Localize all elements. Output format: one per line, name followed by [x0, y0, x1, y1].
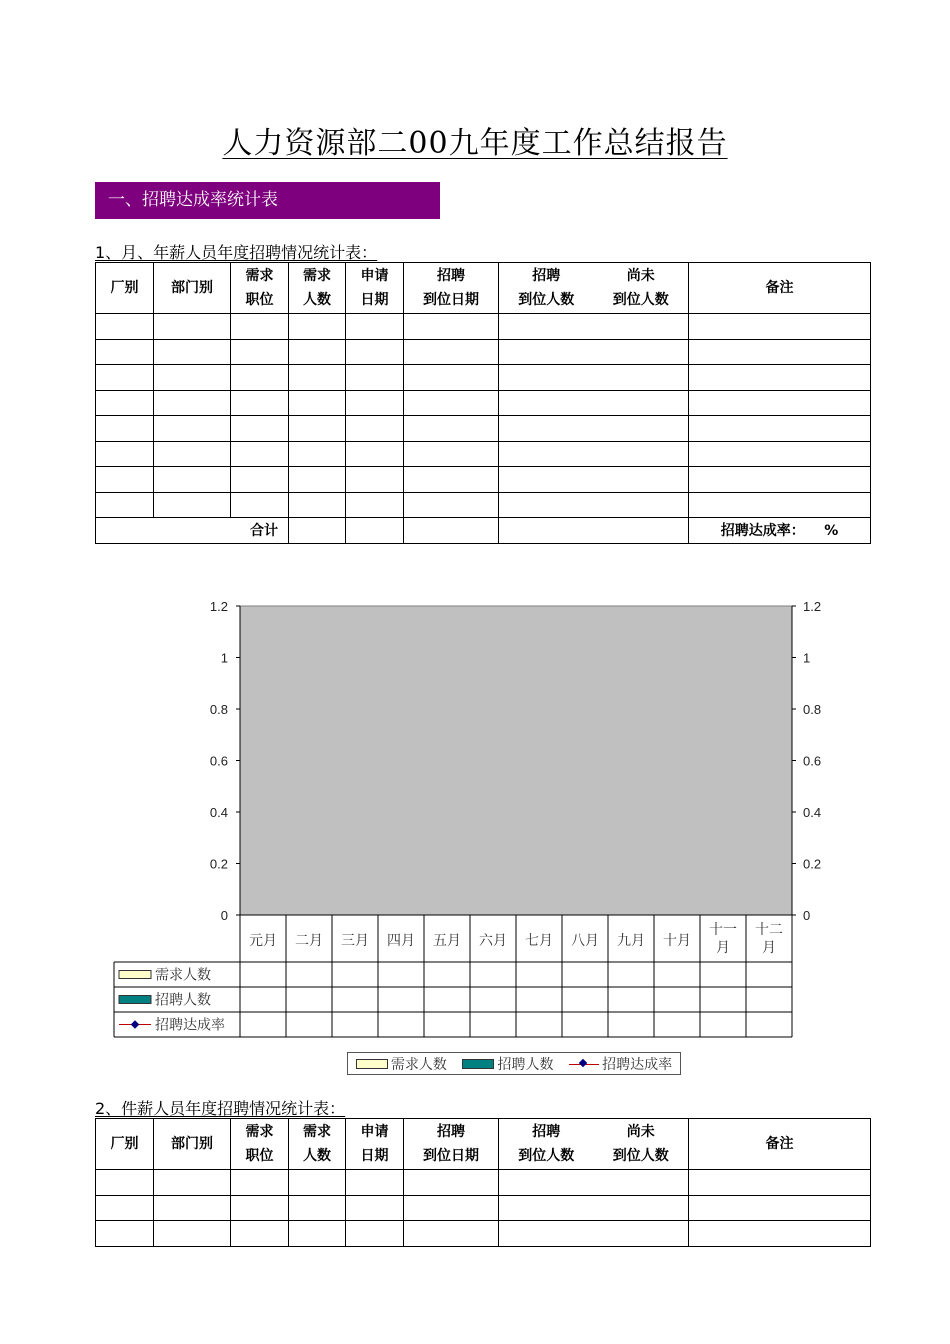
- y-tick-label: 0.2: [209, 856, 228, 872]
- y-tick-label: 0.8: [209, 702, 228, 717]
- x-tick-label: 二月: [295, 933, 323, 949]
- achievement-rate: 招聘达成率： %: [689, 518, 871, 544]
- col-factory: 厂别: [96, 1119, 154, 1170]
- col-req-num: 需求 人数: [289, 263, 346, 314]
- col-factory: 厂别: [96, 263, 154, 314]
- report-title: 人力资源部二00九年度工作总结报告: [222, 126, 728, 161]
- y-tick-label: 0: [220, 908, 228, 923]
- total-label: 合计: [96, 518, 289, 544]
- col-req-pos: 需求 职位: [231, 1119, 289, 1170]
- legend-swatch-demand: [356, 1059, 388, 1069]
- series-key-marker-icon: [131, 1020, 139, 1028]
- y2-tick-label: 0: [803, 908, 811, 923]
- col-dept: 部门别: [154, 263, 231, 314]
- x-tick-label: 十二月: [755, 922, 783, 956]
- x-tick-label: 元月: [249, 933, 277, 949]
- x-tick-label: 十月: [663, 933, 691, 949]
- col-recruit-date: 招聘 到位日期: [404, 1119, 499, 1170]
- table1-caption: 1、月、年薪人员年度招聘情况统计表：: [95, 243, 378, 262]
- col-recruit-date: 招聘 到位日期: [404, 263, 499, 314]
- x-tick-label: 九月: [617, 933, 645, 949]
- y2-tick-label: 0.8: [803, 702, 822, 717]
- y2-tick-label: 0.6: [803, 753, 822, 769]
- col-req-pos: 需求 职位: [231, 263, 289, 314]
- x-tick-label: 五月: [433, 933, 461, 949]
- legend-item-rate: 招聘达成率: [569, 1054, 672, 1074]
- x-tick-label: 六月: [479, 933, 507, 949]
- y-tick-label: 1: [220, 650, 228, 666]
- x-tick-label: 四月: [387, 933, 415, 949]
- table2-caption: 2、件薪人员年度招聘情况统计表：: [95, 1099, 346, 1118]
- col-arrival-pending: 招聘 到位人数 尚未 到位人数: [499, 1119, 689, 1170]
- chart-legend: [347, 1052, 681, 1075]
- col-arrival-pending: 招聘 到位人数 尚未 到位人数: [499, 263, 689, 314]
- series-row-label: 招聘达成率: [155, 1017, 225, 1034]
- series-row-label: 需求人数: [155, 967, 211, 984]
- x-tick-label: 七月: [525, 933, 553, 949]
- table-row: [96, 1195, 871, 1221]
- col-req-num: 需求 人数: [289, 1119, 346, 1170]
- y2-tick-label: 1: [803, 650, 811, 666]
- x-tick-label: 三月: [341, 933, 369, 949]
- table-row: [96, 1170, 871, 1196]
- legend-line-marker-icon: [569, 1059, 599, 1069]
- y-tick-label: 0.6: [209, 753, 228, 769]
- table-header-row: [96, 1119, 871, 1170]
- y-tick-label: 0.4: [209, 805, 228, 820]
- legend-item-recruited: 招聘人数: [462, 1054, 553, 1074]
- legend-swatch-recruited: [462, 1059, 494, 1069]
- x-tick-label: 十一月: [709, 922, 737, 956]
- y2-tick-label: 0.4: [803, 805, 822, 820]
- section-header-recruitment: 一、招聘达成率统计表: [95, 182, 440, 219]
- y2-tick-label: 1.2: [803, 599, 822, 614]
- y-tick-label: 1.2: [209, 599, 228, 614]
- y2-tick-label: 0.2: [803, 856, 822, 872]
- col-apply-date: 申请 日期: [346, 263, 404, 314]
- plot-area: [240, 606, 792, 915]
- series-key-swatch: [119, 996, 151, 1004]
- series-row-label: 招聘人数: [155, 992, 211, 1009]
- x-tick-label: 八月: [571, 933, 599, 949]
- legend-item-demand: 需求人数: [356, 1054, 447, 1074]
- series-key-swatch: [119, 971, 151, 979]
- col-dept: 部门别: [154, 1119, 231, 1170]
- col-apply-date: 申请 日期: [346, 1119, 404, 1170]
- col-remark: 备注: [689, 263, 871, 314]
- table-row: [96, 1221, 871, 1247]
- piece-rate-recruit-table: [95, 1118, 871, 1247]
- col-remark: 备注: [689, 1119, 871, 1170]
